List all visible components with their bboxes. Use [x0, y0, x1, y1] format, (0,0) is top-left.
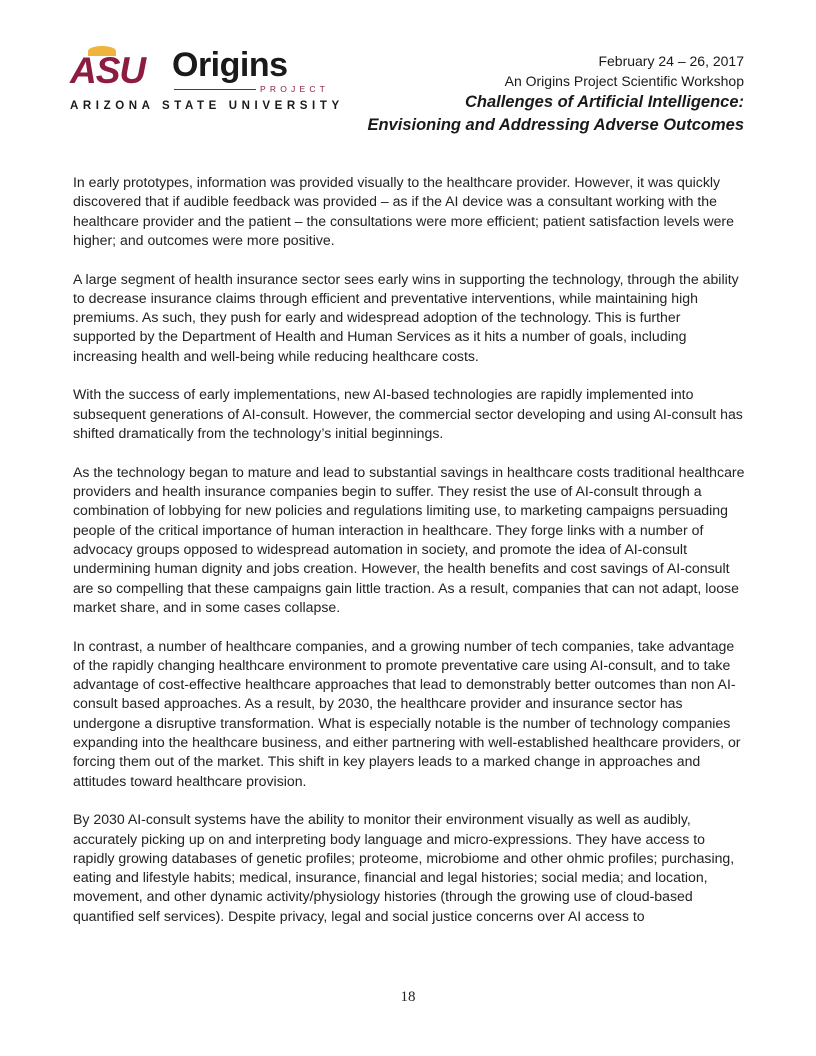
document-body: [73, 173, 745, 945]
logo-origins-name: Origins: [172, 46, 288, 84]
page-number: 18: [400, 989, 416, 1005]
document-header: [367, 51, 744, 137]
logo-project-label: PROJECT: [260, 84, 330, 94]
paragraph: In contrast, a number of healthcare companies, and a growing number of tech companies, take advantage of the rapidly changing healthcare environment to promote preventative care using AI-consult, and to take advantage of cost-effective healthcare approaches that lead to demonstrably better outcomes than non AI-consult based approaches. As a result, by 2030, the healthcare provider and insurance sector has undergone a disruptive transformation. What is especially notable is the number of technology companies expanding into the healthcare business, and either partnering with well-established healthcare providers, or forcing them out of the market. This shift in key players leads to a marked change in approaches and attitudes toward healthcare provision.: [73, 637, 741, 789]
header-event: An Origins Project Scientific Workshop: [504, 73, 744, 89]
logo-university-name: ARIZONA STATE UNIVERSITY: [70, 100, 344, 112]
paragraph: As the technology began to mature and lead to substantial savings in healthcare costs traditional healthcare providers and health insurance companies begin to suffer. They resist the use of AI-consult through a combination of lobbying for new policies and regulations limiting use, to marketing campaigns persuading people of the critical importance of human interaction in healthcare. They forge links with a number of advocacy groups opposed to widespread automation in society, and promote the idea of AI-consult undermining human dignity and jobs creation. However, the health benefits and cost savings of AI-consult are so compelling that these campaigns gain little traction. As a result, companies that can not adapt, loose market share, and in some cases collapse.: [73, 463, 745, 615]
paragraph: With the success of early implementations, new AI-based technologies are rapidly implemented into subsequent generations of AI-consult. However, the commercial sector developing and using AI-consult has shifted dramatically from the technology’s initial beginnings.: [73, 386, 743, 442]
header-date: February 24 – 26, 2017: [598, 53, 744, 69]
logo-asu-mark: ASU: [70, 50, 146, 91]
paragraph: By 2030 AI-consult systems have the ability to monitor their environment visually as well as audibly, accurately picking up on and interpreting body language and micro-expressions. They have access to rapidly growing databases of genetic profiles; proteome, microbiome and other ohmic profiles; purchasing, eating and lifestyle habits; medical, insurance, financial and legal histories; social media; and location, movement, and other dynamic activity/physiology histories (through the growing use of cloud-based quantified self services). Despite privacy, legal and social justice concerns over AI access to: [73, 811, 735, 924]
logo-divider: [174, 89, 256, 90]
header-title-line-2: Envisioning and Addressing Adverse Outcomes: [367, 116, 744, 134]
asu-origins-logo: [70, 46, 344, 112]
paragraph: In early prototypes, information was provided visually to the healthcare provider. However, it was quickly discovered that if audible feedback was provided – as if the AI device was a consultant working with the healthcare provider and the patient – the consultations were more efficient; patient satisfaction levels were higher; and outcomes were more positive.: [73, 174, 734, 248]
paragraph: A large segment of health insurance sector sees early wins in supporting the technology, through the ability to decrease insurance claims through efficient and preventative interventions, while maintaining high premiums. As such, they push for early and widespread adoption of the technology. This is further supported by the Department of Health and Human Services as it hits a number of goals, including increasing health and well-being while reducing healthcare costs.: [73, 270, 739, 364]
header-title-line-1: Challenges of Artificial Intelligence:: [464, 93, 744, 111]
